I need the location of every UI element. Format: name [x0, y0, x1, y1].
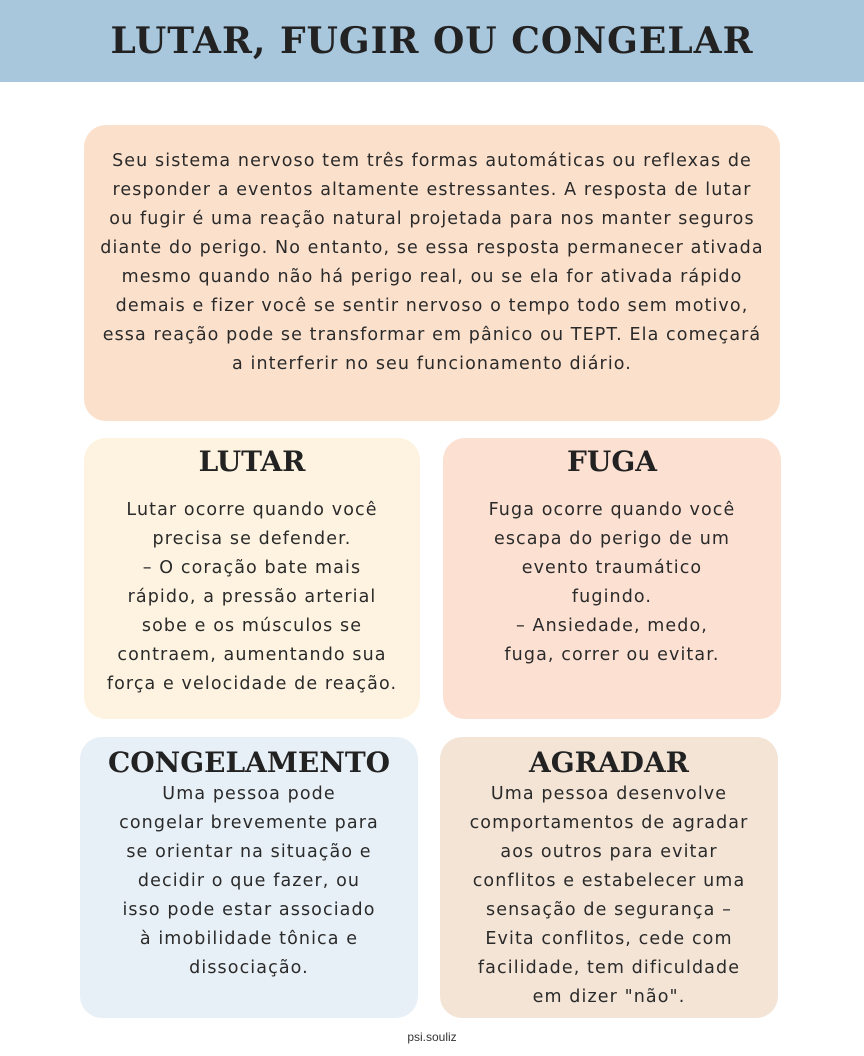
title-banner	[0, 0, 864, 82]
intro-card	[84, 125, 780, 421]
card-fuga	[443, 438, 781, 719]
card-congelamento-text: Uma pessoa pode congelar brevemente para se orientar na situação e decidir o que fazer, ou isso pode estar associado à imobilidade tônica e dissociação.	[119, 784, 379, 978]
card-fuga-heading: FUGA	[567, 445, 657, 478]
card-agradar-text: Uma pessoa desenvolve comportamentos de agradar aos outros para evitar conflitos e estabelecer uma sensação de segurança – Evita conflitos, cede com facilidade, tem dificuldade em dizer "não".	[469, 784, 749, 1007]
card-lutar	[84, 438, 420, 719]
card-lutar-heading: LUTAR	[198, 445, 306, 478]
card-fuga-text: Fuga ocorre quando você escapa do perigo de um evento traumático fugindo. – Ansiedade, medo, fuga, correr ou evitar.	[488, 500, 736, 665]
footer-credit: psi.souliz	[407, 1030, 457, 1044]
intro-text: Seu sistema nervoso tem três formas automáticas ou reflexas de responder a eventos altamente estressantes. A resposta de lutar ou fugir é uma reação natural projetada para nos manter seguros diante do perigo. No entanto, se essa resposta permanecer ativada mesmo quando não há perigo real, ou se ela for ativada rápido demais e fizer você se sentir nervoso o tempo todo sem motivo, essa reação pode se transformar em pânico ou TEPT. Ela começará a interferir no seu funcionamento diário.	[100, 151, 764, 374]
card-agradar	[440, 737, 778, 1018]
card-congelamento-heading: CONGELAMENTO	[107, 746, 391, 779]
card-lutar-text: Lutar ocorre quando você precisa se defender. – O coração bate mais rápido, a pressão arterial sobe e os músculos se contraem, aumentando sua força e velocidade de reação.	[106, 500, 398, 694]
page-title: LUTAR, FUGIR OU CONGELAR	[110, 20, 754, 62]
card-agradar-heading: AGRADAR	[529, 746, 689, 779]
card-congelamento	[80, 737, 418, 1018]
